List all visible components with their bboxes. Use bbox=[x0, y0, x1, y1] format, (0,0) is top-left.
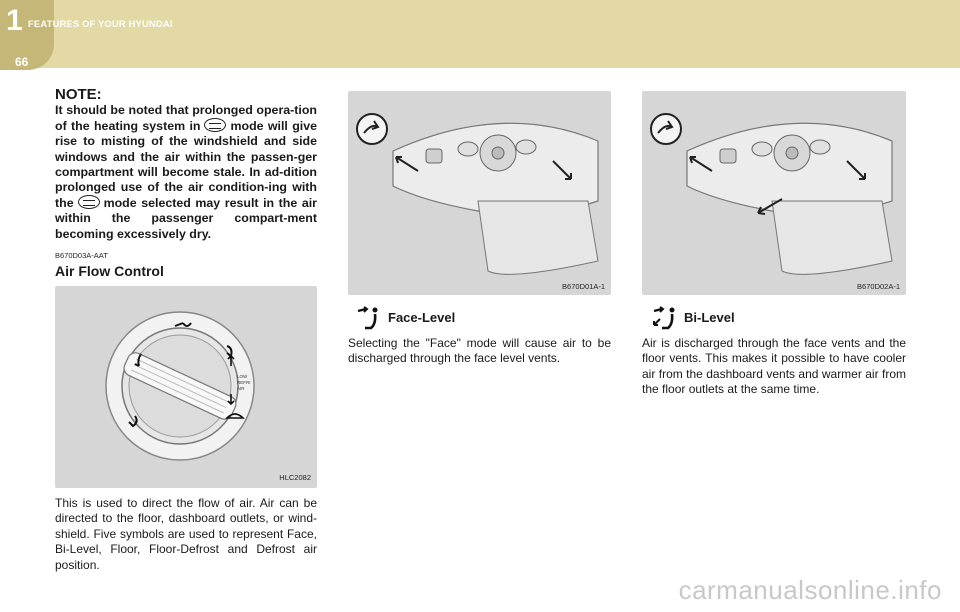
watermark: carmanualsonline.info bbox=[678, 575, 942, 605]
knob-label: AIR bbox=[237, 386, 245, 391]
header-band bbox=[0, 0, 960, 68]
recirculation-icon bbox=[204, 118, 226, 132]
note-text-2: mode will give rise to misting of the windshield and side windows and the air within the passen-ger compartment will become stale. In ad-dition prolonged use of the air condition-ing with the bbox=[55, 119, 317, 211]
image-caption: B670D02A-1 bbox=[857, 282, 900, 291]
bi-level-heading: Bi-Level bbox=[684, 310, 735, 325]
image-caption: B670D01A-1 bbox=[562, 282, 605, 291]
bi-level-icon bbox=[650, 305, 678, 331]
knob-label: REFRI bbox=[237, 380, 251, 385]
note-title: NOTE: bbox=[55, 86, 102, 103]
note-text-3: mode selected may result in the air within the passenger compart-ment becoming excessively dry. bbox=[55, 196, 317, 241]
section-title: Air Flow Control bbox=[55, 263, 164, 279]
airflow-description: This is used to direct the flow of air. Air can be directed to the floor, dashboard outlets, or wind-shield. Five symbols are used to represent Face, Bi-Level, Floor, Floor-Defrost and Defrost air position. bbox=[55, 496, 317, 572]
airflow-knob-illustration bbox=[55, 286, 317, 488]
bi-level-description: Air is discharged through the face vents and the floor vents. This makes it possible to have cooler air from the dashboard vents and warmer air from the floor outlets at the same time. bbox=[642, 336, 906, 397]
image-caption: HLC2082 bbox=[279, 473, 311, 482]
dashboard-illustration bbox=[642, 91, 906, 295]
chapter-title: FEATURES OF YOUR HYUNDAI bbox=[28, 19, 173, 30]
knob-label: LOW bbox=[237, 374, 248, 379]
note-body bbox=[55, 103, 317, 242]
section-code: B670D03A-AAT bbox=[55, 251, 108, 260]
chapter-number: 1 bbox=[6, 4, 23, 37]
face-level-description: Selecting the "Face" mode will cause air to be discharged through the face level vents. bbox=[348, 336, 611, 366]
note-text-1: It should be noted that prolonged opera-tion of the heating system in bbox=[55, 103, 317, 134]
airflow-knob-image bbox=[55, 286, 317, 488]
dashboard-illustration bbox=[348, 91, 611, 295]
recirculation-icon bbox=[78, 195, 100, 209]
face-level-image bbox=[348, 91, 611, 295]
face-level-icon bbox=[355, 305, 381, 331]
page-number: 66 bbox=[15, 55, 29, 69]
face-level-heading: Face-Level bbox=[388, 310, 456, 325]
bi-level-image bbox=[642, 91, 906, 295]
